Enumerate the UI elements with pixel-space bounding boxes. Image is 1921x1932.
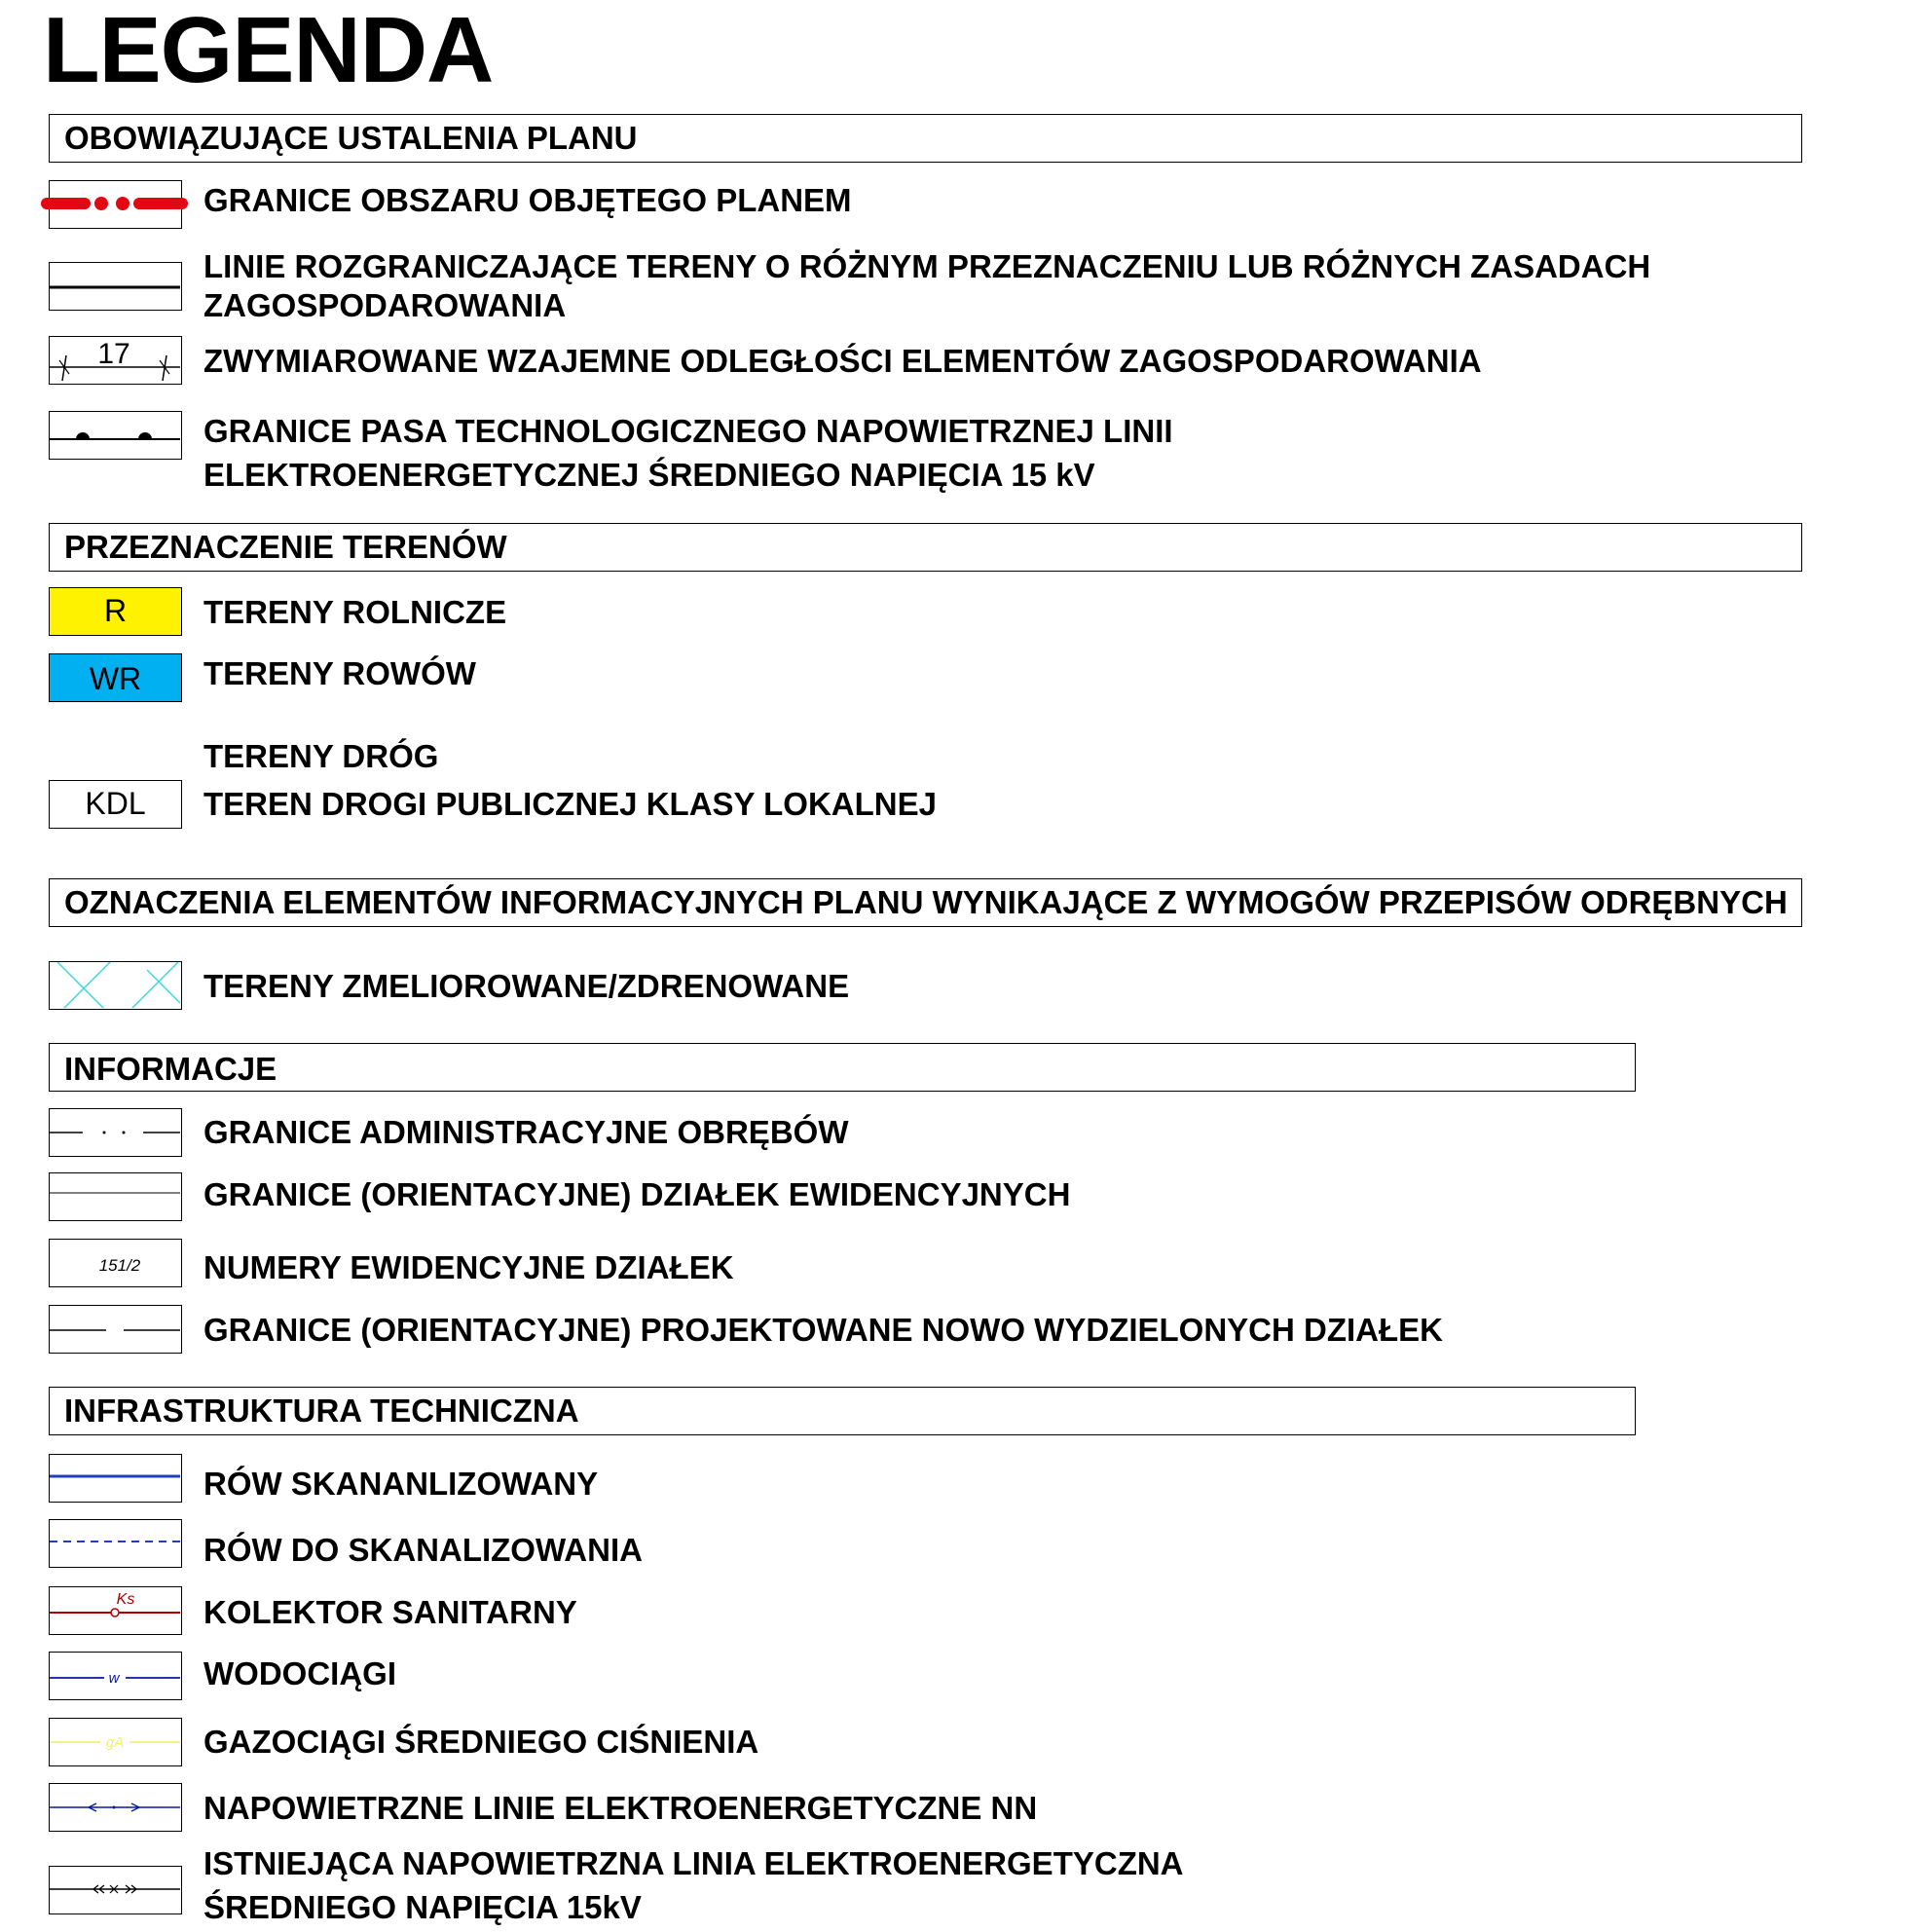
roads-heading: TERENY DRÓG bbox=[203, 738, 439, 774]
legend-title: LEGENDA bbox=[43, 0, 494, 102]
plan-boundary-line bbox=[47, 197, 182, 210]
section-land-use bbox=[49, 523, 1802, 572]
section-info-label: INFORMACJE bbox=[64, 1051, 277, 1087]
sewer-symbol bbox=[49, 1586, 182, 1635]
section-land-use-label: PRZEZNACZENIE TERENÓW bbox=[64, 529, 507, 565]
ditches-code: WR bbox=[89, 661, 142, 696]
dimension-value: 17 bbox=[97, 338, 130, 370]
local-road-code: KDL bbox=[85, 786, 146, 821]
demarcation-line-symbol bbox=[49, 262, 182, 311]
plan-boundary-label: GRANICE OBSZARU OBJĘTEGO PLANEM bbox=[203, 182, 852, 218]
sewer-code: Ks bbox=[116, 1591, 135, 1608]
section-info bbox=[49, 1043, 1636, 1092]
parcel-boundary-label: GRANICE (ORIENTACYJNE) DZIAŁEK EWIDENCYJNYCH bbox=[203, 1176, 1071, 1212]
new-parcel-boundary-label: GRANICE (ORIENTACYJNE) PROJEKTOWANE NOWO WYDZIELONYCH DZIAŁEK bbox=[203, 1312, 1443, 1348]
parcel-boundary-symbol bbox=[49, 1172, 182, 1221]
demarcation-line-label: LINIE ROZGRANICZAJĄCE TERENY O RÓŻNYM PRZEZNACZENIU LUB RÓŻNYCH ZASADACH ZAGOSPODAROWANIA bbox=[203, 248, 1651, 324]
section-infrastructure-label: INFRASTRUKTURA TECHNICZNA bbox=[64, 1393, 579, 1429]
canalized-ditch-label: RÓW SKANANLIZOWANY bbox=[203, 1466, 599, 1502]
parcel-number-sample: 151/2 bbox=[98, 1256, 141, 1275]
mv-line-label: ISTNIEJĄCA NAPOWIETRZNA LINIA ELEKTROENERGETYCZNA ŚREDNIEGO NAPIĘCIA 15kV bbox=[203, 1845, 1183, 1925]
admin-boundary-label: GRANICE ADMINISTRACYJNE OBRĘBÓW bbox=[203, 1114, 849, 1150]
ditch-to-canalize-symbol bbox=[49, 1519, 182, 1568]
section-binding-label: OBOWIĄZUJĄCE USTALENIA PLANU bbox=[64, 120, 638, 156]
agricultural-symbol bbox=[49, 587, 182, 636]
plan-boundary-symbol bbox=[49, 180, 182, 229]
parcel-number-symbol bbox=[49, 1239, 182, 1287]
gas-symbol bbox=[49, 1718, 182, 1766]
power-corridor-symbol bbox=[49, 411, 182, 460]
section-informational bbox=[49, 878, 1802, 927]
ditch-to-canalize-label: RÓW DO SKANALIZOWANIA bbox=[203, 1532, 643, 1568]
sewer-label: KOLEKTOR SANITARNY bbox=[203, 1594, 577, 1630]
drained-land-symbol bbox=[49, 961, 182, 1010]
water-code: w bbox=[108, 1670, 120, 1687]
power-corridor-label: GRANICE PASA TECHNOLOGICZNEGO NAPOWIETRZNEJ LINII ELEKTROENERGETYCZNEJ ŚREDNIEGO NAPIĘCIA 15 kV bbox=[203, 413, 1173, 493]
local-road-symbol bbox=[49, 780, 182, 829]
section-binding bbox=[49, 114, 1802, 163]
parcel-number-label: NUMERY EWIDENCYJNE DZIAŁEK bbox=[203, 1249, 734, 1285]
mv-line-symbol bbox=[49, 1866, 182, 1914]
gas-code: gA bbox=[105, 1734, 125, 1751]
dimensioned-distances-label: ZWYMIAROWANE WZAJEMNE ODLEGŁOŚCI ELEMENTÓW ZAGOSPODAROWANIA bbox=[203, 343, 1482, 379]
agricultural-code: R bbox=[103, 593, 128, 628]
drained-land-label: TERENY ZMELIOROWANE/ZDRENOWANE bbox=[203, 968, 850, 1004]
lv-lines-symbol bbox=[49, 1783, 182, 1832]
section-infrastructure bbox=[49, 1387, 1636, 1435]
lv-lines-label: NAPOWIETRZNE LINIE ELEKTROENERGETYCZNE NN bbox=[203, 1790, 1038, 1826]
water-label: WODOCIĄGI bbox=[203, 1655, 396, 1691]
local-road-label: TEREN DROGI PUBLICZNEJ KLASY LOKALNEJ bbox=[203, 786, 937, 822]
canalized-ditch-symbol bbox=[49, 1454, 182, 1503]
admin-boundary-symbol bbox=[49, 1108, 182, 1157]
ditches-label: TERENY ROWÓW bbox=[203, 655, 476, 691]
agricultural-label: TERENY ROLNICZE bbox=[203, 594, 507, 630]
gas-label: GAZOCIĄGI ŚREDNIEGO CIŚNIENIA bbox=[203, 1724, 759, 1760]
section-informational-label: OZNACZENIA ELEMENTÓW INFORMACYJNYCH PLANU WYNIKAJĄCE Z WYMOGÓW PRZEPISÓW ODRĘBNYCH bbox=[64, 884, 1788, 920]
new-parcel-boundary-symbol bbox=[49, 1305, 182, 1354]
ditches-symbol bbox=[49, 653, 182, 702]
water-symbol bbox=[49, 1652, 182, 1700]
dimension-symbol bbox=[49, 336, 182, 385]
